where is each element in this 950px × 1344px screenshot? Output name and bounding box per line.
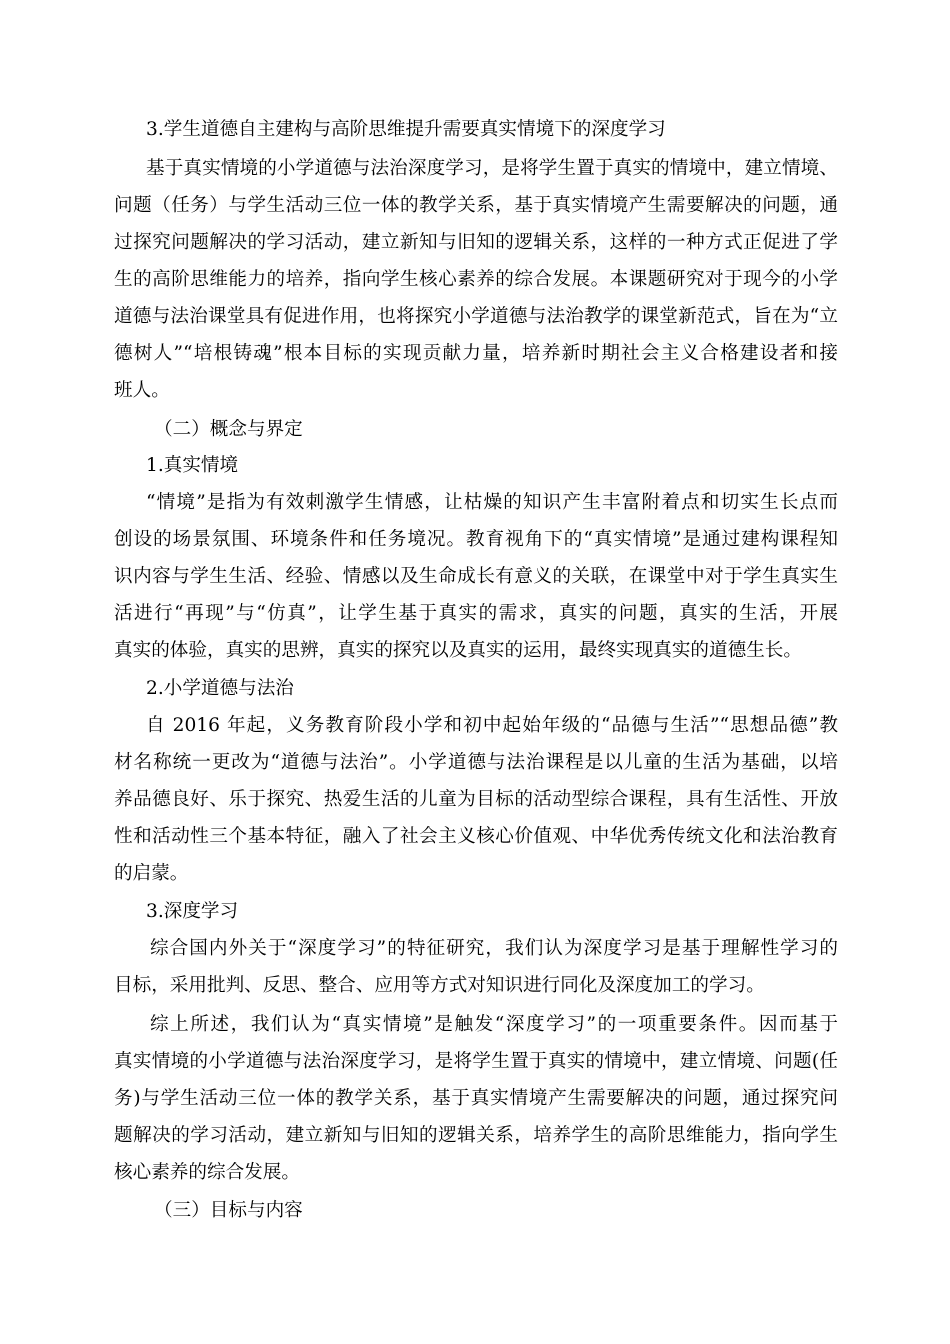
paragraph-line: 活进行“再现”与“仿真”，让学生基于真实的需求，真实的问题，真实的生活，开展 — [114, 603, 838, 624]
paragraph-line: 真实的体验，真实的思辨，真实的探究以及真实的运用，最终实现真实的道德生长。 — [114, 640, 802, 661]
section-heading: 1.真实情境 — [146, 455, 239, 476]
paragraph-line: 基于真实情境的小学道德与法治深度学习，是将学生置于真实的情境中，建立情境、 — [146, 158, 838, 179]
paragraph-line: 班人。 — [114, 380, 170, 401]
paragraph-line: 题解决的学习活动，建立新知与旧知的逻辑关系，培养学生的高阶思维能力，指向学生 — [114, 1125, 838, 1146]
section-heading: 3.深度学习 — [146, 901, 239, 922]
paragraph-line: 自 2016 年起，义务教育阶段小学和初中起始年级的“品德与生活”“思想品德”教 — [146, 715, 838, 736]
paragraph-line: 性和活动性三个基本特征，融入了社会主义核心价值观、中华优秀传统文化和法治教育 — [114, 826, 838, 847]
paragraph-line: 的启蒙。 — [114, 863, 189, 884]
paragraph-line: 养品德良好、乐于探究、热爱生活的儿童为目标的活动型综合课程，具有生活性、开放 — [114, 789, 838, 810]
paragraph-line: 生的高阶思维能力的培养，指向学生核心素养的综合发展。本课题研究对于现今的小学 — [114, 269, 838, 290]
paragraph-line: “情境”是指为有效刺激学生情感，让枯燥的知识产生丰富附着点和切实生长点而 — [146, 492, 838, 513]
paragraph-line: 过探究问题解决的学习活动，建立新知与旧知的逻辑关系，这样的一种方式正促进了学 — [114, 232, 838, 253]
section-heading: （二）概念与界定 — [154, 419, 303, 440]
paragraph-line: 核心素养的综合发展。 — [114, 1162, 300, 1183]
paragraph-line: 识内容与学生生活、经验、情感以及生命成长有意义的关联，在课堂中对于学生真实生 — [114, 566, 838, 587]
paragraph-line: 问题（任务）与学生活动三位一体的教学关系，基于真实情境产生需要解决的问题，通 — [114, 195, 838, 216]
paragraph-line: 综合国内外关于“深度学习”的特征研究，我们认为深度学习是基于理解性学习的 — [150, 938, 838, 959]
paragraph-line: 道德与法治课堂具有促进作用，也将探究小学道德与法治教学的课堂新范式，旨在为“立 — [114, 306, 838, 327]
paragraph-line: 综上所述，我们认为“真实情境”是触发“深度学习”的一项重要条件。因而基于 — [150, 1014, 838, 1035]
paragraph-line: 材名称统一更改为“道德与法治”。小学道德与法治课程是以儿童的生活为基础，以培 — [114, 752, 838, 773]
section-heading: （三）目标与内容 — [154, 1200, 303, 1221]
section-heading: 2.小学道德与法治 — [146, 678, 294, 699]
paragraph-line: 真实情境的小学道德与法治深度学习，是将学生置于真实的情境中，建立情境、问题(任 — [114, 1051, 838, 1072]
paragraph-line: 德树人”“培根铸魂”根本目标的实现贡献力量，培养新时期社会主义合格建设者和接 — [114, 343, 838, 364]
paragraph-line: 创设的场景氛围、环境条件和任务境况。教育视角下的“真实情境”是通过建构课程知 — [114, 529, 838, 550]
paragraph-line: 目标，采用批判、反思、整合、应用等方式对知识进行同化及深度加工的学习。 — [114, 975, 765, 996]
paragraph-line: 务)与学生活动三位一体的教学关系，基于真实情境产生需要解决的问题，通过探究问 — [114, 1088, 838, 1109]
section-heading: 3.学生道德自主建构与高阶思维提升需要真实情境下的深度学习 — [146, 119, 666, 140]
